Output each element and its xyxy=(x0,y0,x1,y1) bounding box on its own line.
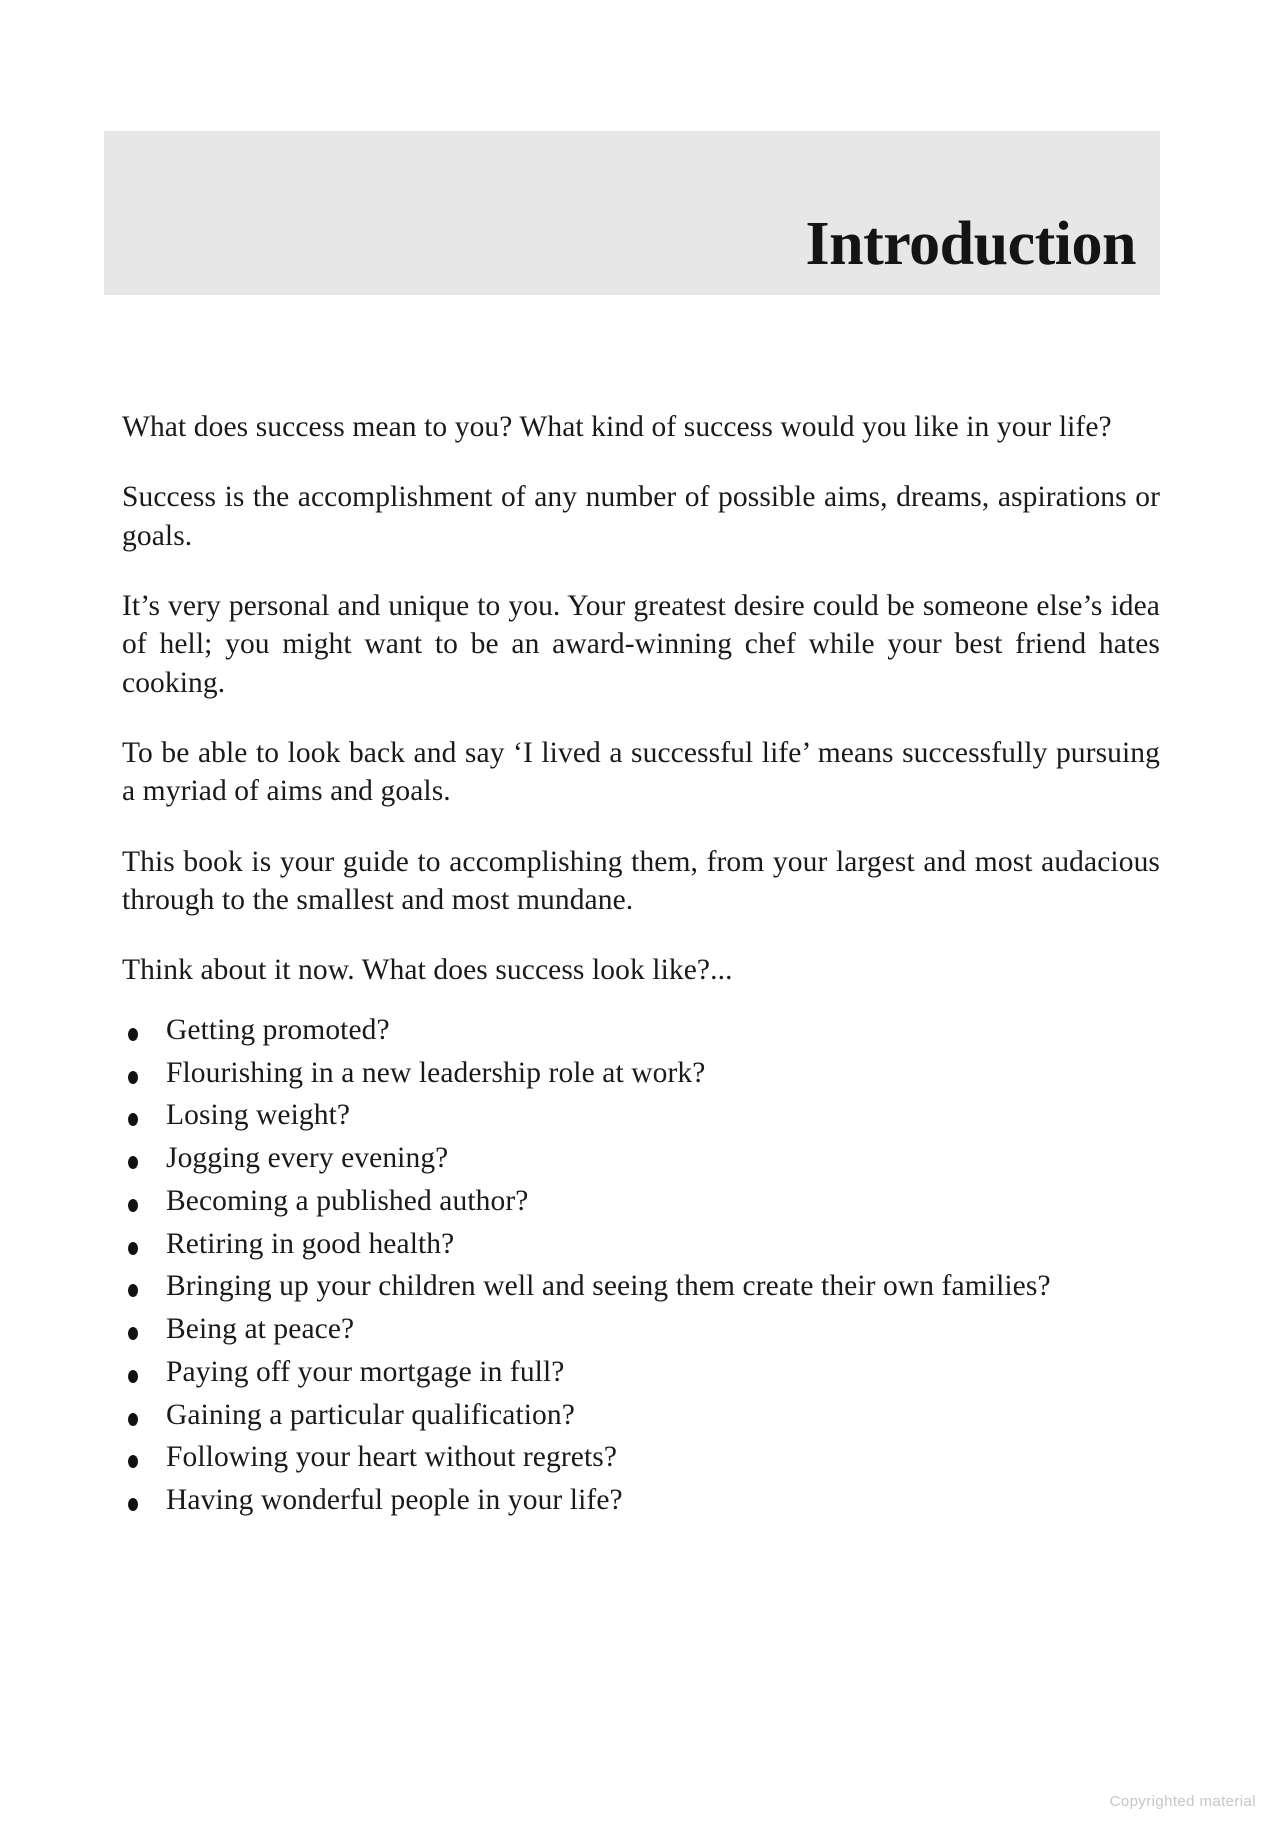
chapter-header-band xyxy=(104,131,1160,295)
body-text-column xyxy=(122,408,1160,1525)
list-item-label: Gaining a particular qualification? xyxy=(166,1398,575,1431)
list-item xyxy=(122,1183,1160,1221)
list-item xyxy=(122,1482,1160,1520)
list-item xyxy=(122,1097,1160,1135)
list-item-label: Flourishing in a new leadership role at work? xyxy=(166,1056,706,1089)
bullet-icon xyxy=(128,1071,138,1084)
list-item xyxy=(122,1140,1160,1178)
list-item xyxy=(122,1397,1160,1435)
bullet-icon xyxy=(128,1113,138,1126)
bullet-icon xyxy=(128,1028,138,1041)
bullet-icon xyxy=(128,1242,138,1255)
bullet-icon xyxy=(128,1284,138,1297)
page-title: Introduction xyxy=(805,210,1136,278)
bullet-icon xyxy=(128,1370,138,1383)
list-item xyxy=(122,1311,1160,1349)
list-item xyxy=(122,1354,1160,1392)
paragraph-2: Success is the accomplishment of any number of possible aims, dreams, aspirations or goals. xyxy=(122,481,1160,552)
paragraph-4: To be able to look back and say ‘I lived a successful life’ means successfully pursuing a myriad of aims and goals. xyxy=(122,737,1160,808)
paragraph-6-list-lead-in: Think about it now. What does success look like?... xyxy=(122,954,733,987)
bullet-icon xyxy=(128,1156,138,1169)
paragraph-3: It’s very personal and unique to you. Your greatest desire could be someone else’s idea of hell; you might want to be an award-winning chef while your best friend hates cooking. xyxy=(122,590,1160,699)
copyright-watermark: Copyrighted material xyxy=(1109,1793,1256,1810)
list-item-label: Bringing up your children well and seeing them create their own families? xyxy=(166,1270,1051,1303)
bullet-icon xyxy=(128,1327,138,1340)
success-examples-list xyxy=(122,1012,1160,1520)
bullet-icon xyxy=(128,1498,138,1511)
list-item-label: Being at peace? xyxy=(166,1313,355,1346)
list-item-label: Losing weight? xyxy=(166,1099,351,1132)
paragraph-5: This book is your guide to accomplishing them, from your largest and most audacious through to the smallest and most mundane. xyxy=(122,845,1160,917)
bullet-icon xyxy=(128,1199,138,1212)
list-item xyxy=(122,1012,1160,1050)
list-item-label: Having wonderful people in your life? xyxy=(166,1484,623,1517)
list-item xyxy=(122,1055,1160,1093)
bullet-icon xyxy=(128,1413,138,1426)
list-item xyxy=(122,1268,1160,1306)
list-item-label: Becoming a published author? xyxy=(166,1184,529,1217)
list-item-label: Paying off your mortgage in full? xyxy=(166,1355,565,1388)
list-item xyxy=(122,1226,1160,1264)
list-item-label: Retiring in good health? xyxy=(166,1227,455,1260)
list-item-label: Following your heart without regrets? xyxy=(166,1441,618,1474)
bullet-icon xyxy=(128,1455,138,1468)
paragraph-1: What does success mean to you? What kind of success would you like in your life? xyxy=(122,411,1112,443)
list-item xyxy=(122,1439,1160,1477)
list-item-label: Getting promoted? xyxy=(166,1013,390,1046)
list-item-label: Jogging every evening? xyxy=(166,1142,449,1175)
